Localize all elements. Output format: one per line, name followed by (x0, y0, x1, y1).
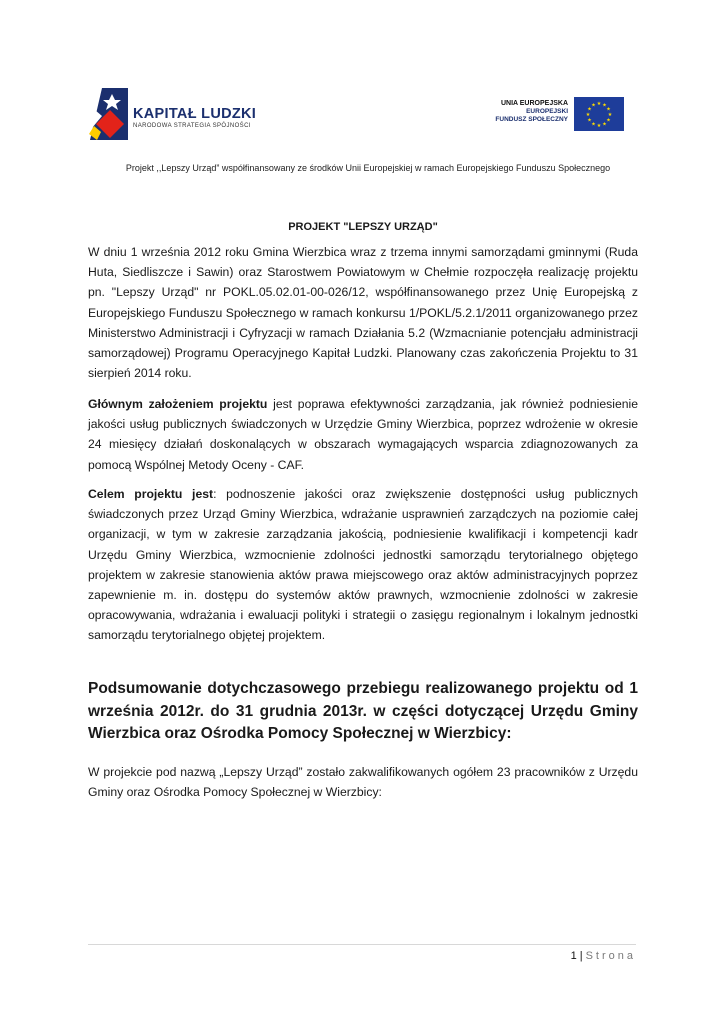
kapital-ludzki-logo (88, 86, 268, 142)
page-label: Strona (585, 950, 636, 962)
kapital-ludzki-emblem-icon (88, 86, 130, 142)
eu-star-icon: ★ (596, 123, 602, 129)
intro-paragraph: W dniu 1 września 2012 roku Gmina Wierzbica wraz z trzema innymi samorządami gminnymi (Ruda Huta, Siedliszcze i Sawin) oraz Starostwem Powiatowym w Chełmie rozpoczęła realizację projektu pn. "Lepszy Urząd" nr POKL.05.02.01-00-026/12, współfinansowanego przez Unię Europejską z Europejskiego Funduszu Społecznego w ramach konkursu 1/POKL/5.2.1/2011 organizowanego przez Ministerstwo Administracji i Cyfryzacji w ramach Działania 5.2 (Wzmacnianie potencjału administracji samorządowej) Programu Operacyjnego Kapitał Ludzki. Planowany czas zakończenia Projektu to 31 sierpień 2014 roku. (88, 245, 638, 381)
eu-star-icon: ★ (587, 117, 592, 124)
project-goal-text: : podnoszenie jakości oraz zwiększenie dostępności usług publicznych świadczonych przez Urząd Gminy Wierzbica, wdrażanie usprawnień zarządczych na poziomie całej organizacji, w tym w zakresie zarządzania jakością, podniesienie kwalifikacji i kompetencji kadr Urzędu Gminy Wierzbica, wzmocnienie zdolności jednostki samorządu terytorialnego objętego projektem w zakresie stanowienia aktów prawa miejscowego oraz aktów administracyjnych poprzez zapewnienie m. in. dostępu do systemów aktów prawnych, wzmocnienie zdolności w zakresie opracowywania, wdrażania i ewaluacji polityki i strategii o zasięgu regionalnym i lokalnym jednostki samorządu terytorialnego objętej projektem. (88, 487, 638, 643)
main-assumption-lead: Głównym założeniem projektu (88, 397, 268, 411)
project-cofinancing-line: Projekt ,,Lepszy Urząd” współfinansowany ze środków Unii Europejskiej w ramach Europejskiego Funduszu Społecznego (125, 163, 611, 173)
page-number: 1 (570, 950, 577, 962)
eu-star-icon: ★ (606, 117, 611, 124)
summary-heading: Podsumowanie dotychczasowego przebiegu realizowanego projektu od 1 września 2012r. do 31 grudnia 2013r. w części dotyczącej Urzędu Gminy Wierzbica oraz Ośrodka Pomocy Społecznej w Wierzbicy: (88, 680, 638, 742)
footer-divider (88, 944, 636, 945)
eu-star-icon: ★ (587, 106, 592, 113)
eu-star-icon: ★ (591, 121, 596, 128)
project-goal-lead: Celem projektu jest (88, 487, 214, 501)
eu-star-icon: ★ (607, 112, 613, 118)
kapital-ludzki-subtitle: NARODOWA STRATEGIA SPÓJNOŚCI (133, 123, 251, 129)
eu-star-icon: ★ (585, 112, 591, 118)
eu-star-icon: ★ (606, 106, 611, 113)
eu-star-icon: ★ (602, 121, 607, 128)
eu-star-icon: ★ (591, 102, 596, 109)
eu-logo-line1: UNIA EUROPEJSKA (500, 100, 568, 107)
eu-star-icon: ★ (602, 102, 607, 109)
kapital-ludzki-title: KAPITAŁ LUDZKI (133, 106, 257, 122)
main-assumption-paragraph (88, 394, 638, 475)
eu-star-icon: ★ (596, 101, 602, 107)
document-title: PROJEKT "LEPSZY URZĄD" (288, 221, 438, 233)
main-assumption-text: jest poprawa efektywności zarządzania, jak również podniesienie jakości usług publicznych świadczonych w Urzędzie Gminy Wierzbica, poprzez wdrożenie w okresie 24 miesięcy działań doskonalących w obszarach wymagających wsparcia zdiagnozowanych za pomocą Wspólnej Metody Oceny - CAF. (88, 397, 638, 472)
eu-logo-line3: FUNDUSZ SPOŁECZNY (495, 116, 568, 123)
eu-efs-logo (478, 96, 624, 132)
participants-paragraph: W projekcie pod nazwą „Lepszy Urząd” zostało zakwalifikowanych ogółem 23 pracowników z Urzędu Gminy oraz Ośrodka Pomocy Społecznej w Wierzbicy: (88, 765, 638, 800)
project-goal-paragraph (88, 484, 638, 646)
eu-logo-line2: EUROPEJSKI (526, 108, 568, 115)
eu-flag-icon (574, 97, 624, 131)
eu-logo-text (495, 100, 568, 124)
page-footer (88, 950, 636, 962)
footer-separator: | (579, 950, 583, 962)
eu-stars-icon (574, 97, 624, 131)
